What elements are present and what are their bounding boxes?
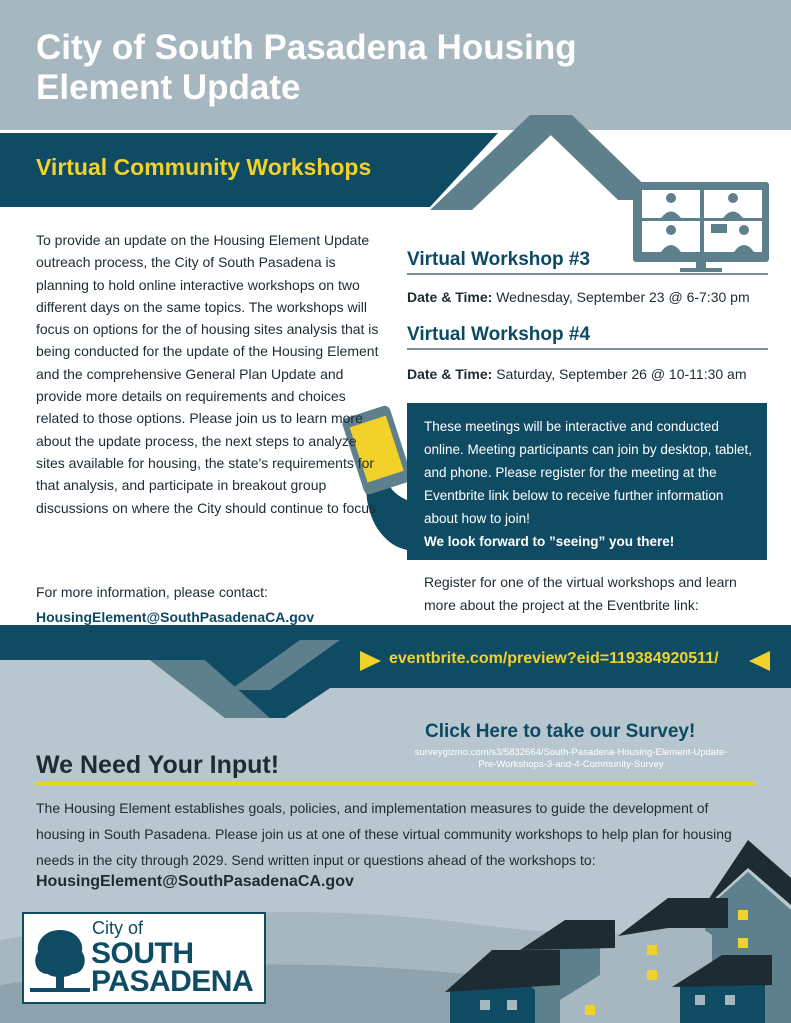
workshop-3-title: Virtual Workshop #3: [407, 249, 591, 270]
survey-link[interactable]: Click Here to take our Survey!: [425, 721, 696, 742]
input-heading: We Need Your Input!: [36, 751, 280, 779]
survey-url-line-1: surveygizmo.com/s3/5832664/South-Pasadena-Housing-Element-Update-: [414, 747, 728, 758]
contact-label: For more information, please contact:: [36, 584, 268, 600]
info-box: [407, 403, 767, 560]
eventbrite-link[interactable]: eventbrite.com/preview?eid=119384920511/: [389, 650, 719, 667]
video-conference-icon: [633, 182, 769, 272]
register-text: Register for one of the virtual workshops and learn more about the project at the Eventbrite link:: [424, 574, 737, 613]
contact-email-link[interactable]: HousingElement@SouthPasadenaCA.gov: [36, 609, 315, 625]
input-email-link[interactable]: HousingElement@SouthPasadenaCA.gov: [36, 873, 354, 890]
date-label: Date & Time:: [407, 366, 493, 382]
date-label: Date & Time:: [407, 289, 493, 305]
workshop-3-date: [407, 289, 750, 305]
input-paragraph: The Housing Element establishes goals, policies, and implementation measures to guide the development of housing in South Pasadena. Please join us at one of these virtual community workshops to help plan for housing needs in the city through 2029. Send written input or questions ahead of the workshops to:: [36, 800, 732, 868]
page-subtitle: Virtual Community Workshops: [36, 154, 372, 180]
tree-icon: [30, 922, 90, 994]
survey-url-line-2: Pre-Workshops-3-and-4-Community-Survey: [478, 759, 664, 770]
logo-south: SOUTH: [91, 937, 194, 970]
workshop-3-rule: [407, 273, 768, 275]
info-strong: We look forward to ”seeing” you there!: [424, 534, 675, 549]
logo-city-of: City of: [92, 918, 144, 938]
logo-pasadena: PASADENA: [91, 965, 254, 998]
survey-url[interactable]: [376, 747, 766, 771]
workshop-4-title: Virtual Workshop #4: [407, 324, 591, 345]
yellow-divider: [36, 782, 756, 785]
date-value: Saturday, September 26 @ 10-11:30 am: [496, 366, 747, 382]
workshop-4-rule: [407, 348, 768, 350]
page-title: City of South Pasadena Housing Element Update: [36, 28, 577, 107]
info-text: These meetings will be interactive and conducted online. Meeting participants can join by desktop, tablet, and phone. Please register for the meeting at the Eventbrite link below to receive further information about how to join!: [424, 419, 752, 526]
intro-paragraph: To provide an update on the Housing Element Update outreach process, the City of South Pasadena is planning to hold online interactive workshops on two different days on the same topics. The workshops will focus on options for the of housing sites analysis that is being conducted for the update of the Housing Element and the comprehensive General Plan Update and provide more details on requirements and choices related to those options. Please join us to learn more about the update process, the next steps to analyze sites available for housing, the state's requirements for that analysis, and participate in breakout group discussions on where the City should continue to focus.: [36, 232, 380, 516]
workshop-4-date: [407, 366, 747, 382]
date-value: Wednesday, September 23 @ 6-7:30 pm: [496, 289, 750, 305]
